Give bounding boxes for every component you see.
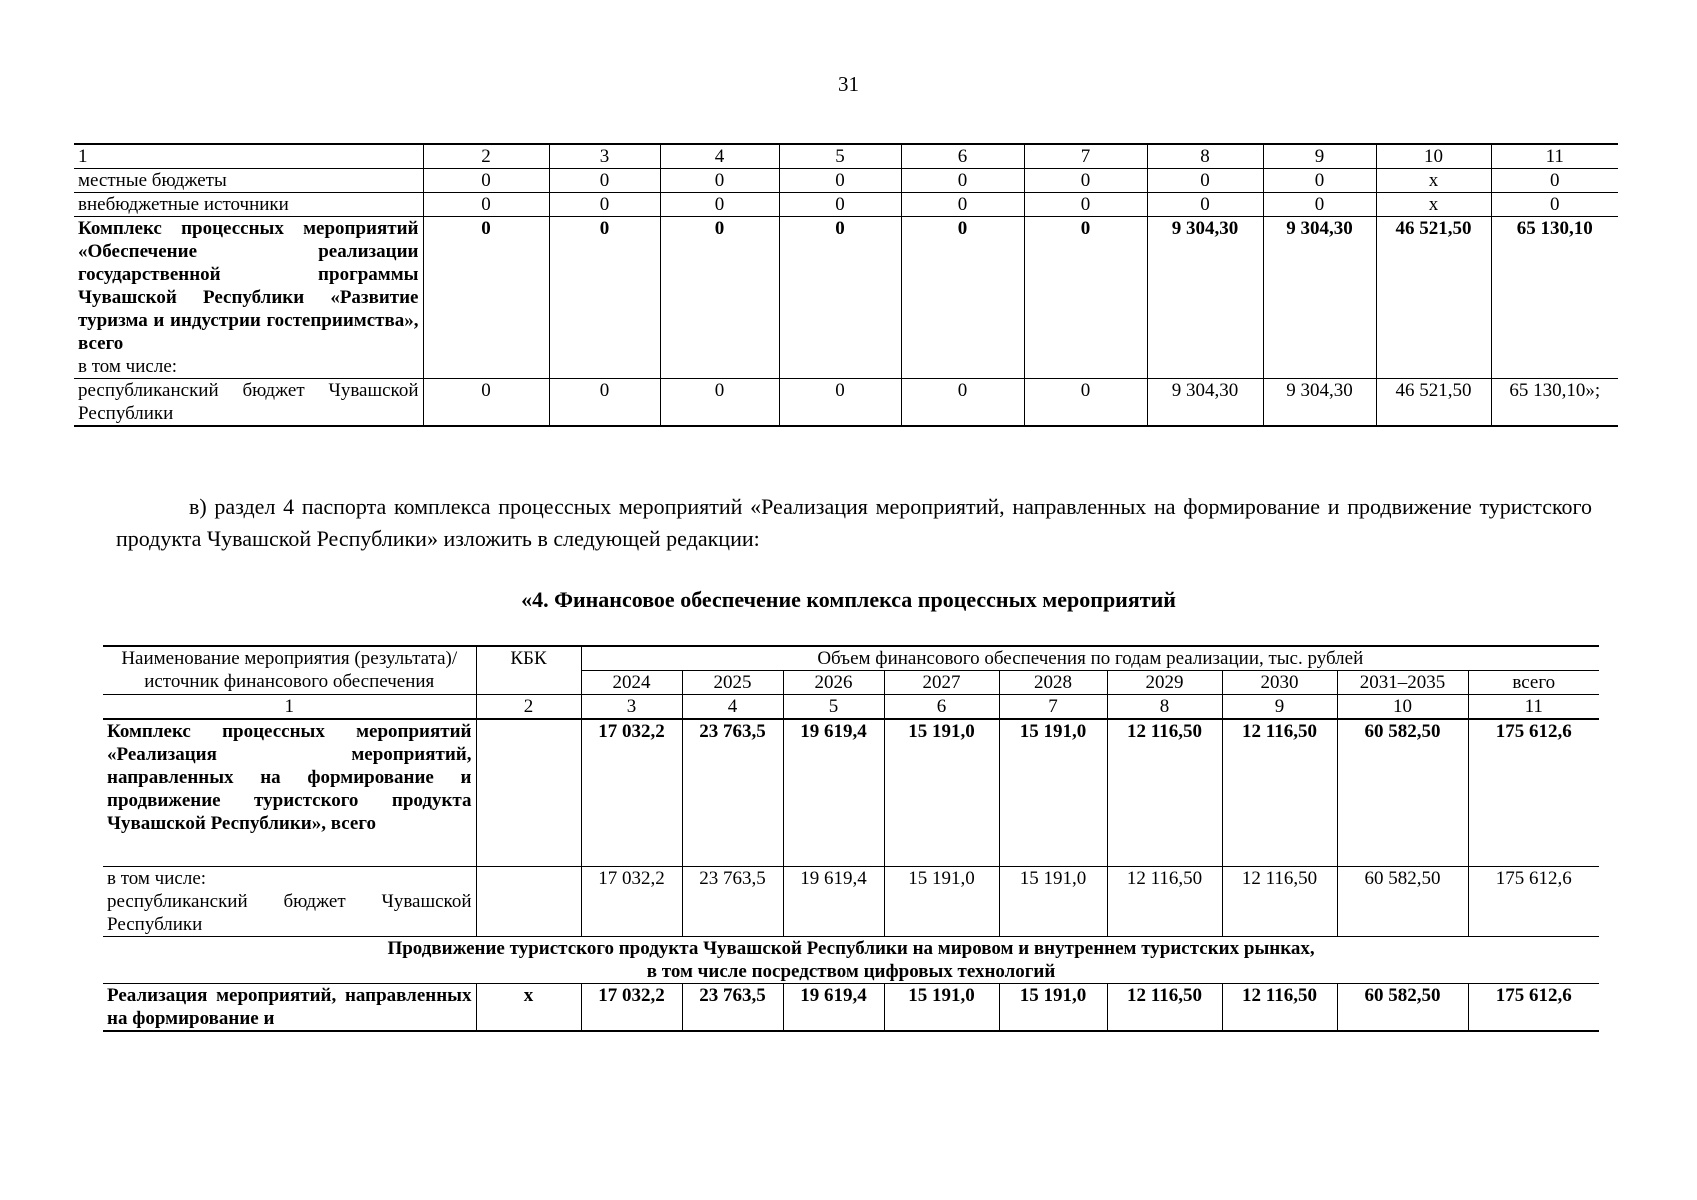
value-cell: 9 304,30 bbox=[1147, 217, 1263, 379]
value-cell: 0 bbox=[901, 169, 1024, 193]
row-label bbox=[103, 866, 476, 936]
value-cell: 0 bbox=[901, 193, 1024, 217]
column-number: 8 bbox=[1147, 144, 1263, 169]
value-cell: 15 191,0 bbox=[884, 719, 999, 866]
value-cell: 0 bbox=[1263, 193, 1376, 217]
value-cell: 12 116,50 bbox=[1222, 866, 1337, 936]
value-cell: 65 130,10»; bbox=[1491, 379, 1618, 427]
row-label bbox=[74, 217, 423, 379]
value-cell: 15 191,0 bbox=[999, 983, 1107, 1031]
value-cell: 0 bbox=[1147, 169, 1263, 193]
column-number: 7 bbox=[1024, 144, 1147, 169]
value-cell: 12 116,50 bbox=[1107, 719, 1222, 866]
value-cell: 15 191,0 bbox=[884, 866, 999, 936]
value-cell: 15 191,0 bbox=[884, 983, 999, 1031]
year-header: 2030 bbox=[1222, 671, 1337, 695]
kbk-cell: х bbox=[476, 983, 581, 1031]
row-label bbox=[103, 719, 476, 866]
amendment-paragraph: в) раздел 4 паспорта комплекса процессных мероприятий «Реализация мероприятий, направленных на формирование и продвижение туристского продукта Чувашской Республики» изложить в следующей редакции: bbox=[116, 494, 1592, 551]
value-cell: 0 bbox=[423, 169, 549, 193]
column-number: 5 bbox=[779, 144, 901, 169]
column-number: 5 bbox=[783, 695, 884, 720]
table-row bbox=[74, 379, 1618, 427]
value-cell: 19 619,4 bbox=[783, 719, 884, 866]
year-header: 2026 bbox=[783, 671, 884, 695]
col-kbk-header: КБК bbox=[476, 646, 581, 695]
value-cell: 17 032,2 bbox=[581, 866, 682, 936]
column-number: 1 bbox=[103, 695, 476, 720]
page-number: 31 bbox=[838, 72, 859, 96]
value-cell: 23 763,5 bbox=[682, 983, 783, 1031]
column-number: 4 bbox=[682, 695, 783, 720]
value-cell: 60 582,50 bbox=[1337, 983, 1468, 1031]
value-cell: 65 130,10 bbox=[1491, 217, 1618, 379]
column-number: 10 bbox=[1337, 695, 1468, 720]
column-number: 3 bbox=[581, 695, 682, 720]
table-row bbox=[74, 217, 1618, 379]
column-number: 7 bbox=[999, 695, 1107, 720]
value-cell: 0 bbox=[660, 379, 779, 427]
value-cell: 23 763,5 bbox=[682, 719, 783, 866]
column-number: 11 bbox=[1491, 144, 1618, 169]
row-label bbox=[103, 983, 476, 1031]
value-cell: 0 bbox=[901, 379, 1024, 427]
section-heading: «4. Финансовое обеспечение комплекса процессных мероприятий bbox=[521, 587, 1176, 612]
row-label-text: Реализация мероприятий, направленных на формирование и bbox=[107, 984, 472, 1029]
column-number: 9 bbox=[1263, 144, 1376, 169]
value-cell: 12 116,50 bbox=[1222, 719, 1337, 866]
value-cell: 15 191,0 bbox=[999, 866, 1107, 936]
row-label-text: Комплекс процессных мероприятий «Реализация мероприятий, направленных на формирование и продвижение туристского продукта Чувашской Республики», всего bbox=[107, 721, 472, 834]
column-number: 4 bbox=[660, 144, 779, 169]
value-cell: 46 521,50 bbox=[1376, 379, 1491, 427]
value-cell: 0 bbox=[1491, 193, 1618, 217]
value-cell: 0 bbox=[423, 379, 549, 427]
value-cell: 9 304,30 bbox=[1147, 379, 1263, 427]
value-cell: 60 582,50 bbox=[1337, 866, 1468, 936]
value-cell: 0 bbox=[779, 217, 901, 379]
value-cell: х bbox=[1376, 169, 1491, 193]
column-number: 6 bbox=[884, 695, 999, 720]
row-label-note: в том числе: bbox=[78, 356, 178, 377]
value-cell: 23 763,5 bbox=[682, 866, 783, 936]
value-cell: 175 612,6 bbox=[1468, 866, 1599, 936]
value-cell: 15 191,0 bbox=[999, 719, 1107, 866]
value-cell: 0 bbox=[549, 169, 660, 193]
value-cell: 0 bbox=[660, 193, 779, 217]
financing-table bbox=[103, 645, 1599, 1032]
value-cell: 0 bbox=[779, 193, 901, 217]
value-cell: 46 521,50 bbox=[1376, 217, 1491, 379]
row-label-text: Комплекс процессных мероприятий «Обеспечение реализации государственной программы Чувашской Республики «Развитие туризма и индустрии гостеприимства», всего bbox=[78, 218, 419, 354]
value-cell: 0 bbox=[1263, 169, 1376, 193]
section-row bbox=[103, 936, 1599, 983]
column-number: 9 bbox=[1222, 695, 1337, 720]
value-cell: 19 619,4 bbox=[783, 866, 884, 936]
row-label: внебюджетные источники bbox=[74, 193, 423, 217]
value-cell: 0 bbox=[549, 217, 660, 379]
value-cell: 17 032,2 bbox=[581, 983, 682, 1031]
continued-financing-table bbox=[74, 143, 1618, 427]
section-row-line2: в том числе посредством цифровых технологий bbox=[646, 960, 1056, 982]
value-cell: 0 bbox=[660, 217, 779, 379]
column-number: 2 bbox=[476, 695, 581, 720]
value-cell: 0 bbox=[901, 217, 1024, 379]
value-cell: 0 bbox=[423, 217, 549, 379]
value-cell: 17 032,2 bbox=[581, 719, 682, 866]
year-header: 2031–2035 bbox=[1337, 671, 1468, 695]
col-name-header: Наименование мероприятия (результата)/источник финансового обеспечения bbox=[103, 646, 476, 695]
column-number: 10 bbox=[1376, 144, 1491, 169]
value-cell: 9 304,30 bbox=[1263, 379, 1376, 427]
column-number: 8 bbox=[1107, 695, 1222, 720]
column-number: 2 bbox=[423, 144, 549, 169]
value-cell: 0 bbox=[549, 379, 660, 427]
row-label-text: республиканский бюджет Чувашской Республики bbox=[107, 890, 472, 935]
row-label: местные бюджеты bbox=[74, 169, 423, 193]
value-cell: х bbox=[1376, 193, 1491, 217]
value-cell: 175 612,6 bbox=[1468, 983, 1599, 1031]
kbk-cell bbox=[476, 719, 581, 866]
value-cell: 0 bbox=[779, 169, 901, 193]
value-cell: 19 619,4 bbox=[783, 983, 884, 1031]
value-cell: 0 bbox=[1147, 193, 1263, 217]
row-label-prefix: в том числе: bbox=[107, 867, 207, 889]
value-cell: 0 bbox=[1024, 379, 1147, 427]
value-cell: 175 612,6 bbox=[1468, 719, 1599, 866]
value-cell: 12 116,50 bbox=[1222, 983, 1337, 1031]
value-cell: 0 bbox=[779, 379, 901, 427]
value-cell: 0 bbox=[549, 193, 660, 217]
column-number: 1 bbox=[74, 144, 423, 169]
value-cell: 12 116,50 bbox=[1107, 866, 1222, 936]
value-cell: 60 582,50 bbox=[1337, 719, 1468, 866]
value-cell: 0 bbox=[1024, 169, 1147, 193]
section-row-line1: Продвижение туристского продукта Чувашской Республики на мировом и внутреннем туристских рынках, bbox=[387, 937, 1315, 959]
year-header: 2027 bbox=[884, 671, 999, 695]
value-cell: 9 304,30 bbox=[1263, 217, 1376, 379]
value-cell: 0 bbox=[1024, 217, 1147, 379]
year-header: 2025 bbox=[682, 671, 783, 695]
table-row bbox=[74, 169, 1618, 193]
year-header: 2024 bbox=[581, 671, 682, 695]
funding-group-header: Объем финансового обеспечения по годам реализации, тыс. рублей bbox=[581, 646, 1599, 671]
row-label: республиканский бюджет Чувашской Республики bbox=[74, 379, 423, 427]
year-header: всего bbox=[1468, 671, 1599, 695]
column-number-row bbox=[74, 144, 1618, 169]
year-header: 2029 bbox=[1107, 671, 1222, 695]
value-cell: 0 bbox=[660, 169, 779, 193]
column-number: 6 bbox=[901, 144, 1024, 169]
value-cell: 0 bbox=[1491, 169, 1618, 193]
column-number: 11 bbox=[1468, 695, 1599, 720]
kbk-cell bbox=[476, 866, 581, 936]
table-row bbox=[74, 193, 1618, 217]
value-cell: 0 bbox=[423, 193, 549, 217]
year-header: 2028 bbox=[999, 671, 1107, 695]
value-cell: 0 bbox=[1024, 193, 1147, 217]
column-number: 3 bbox=[549, 144, 660, 169]
value-cell: 12 116,50 bbox=[1107, 983, 1222, 1031]
